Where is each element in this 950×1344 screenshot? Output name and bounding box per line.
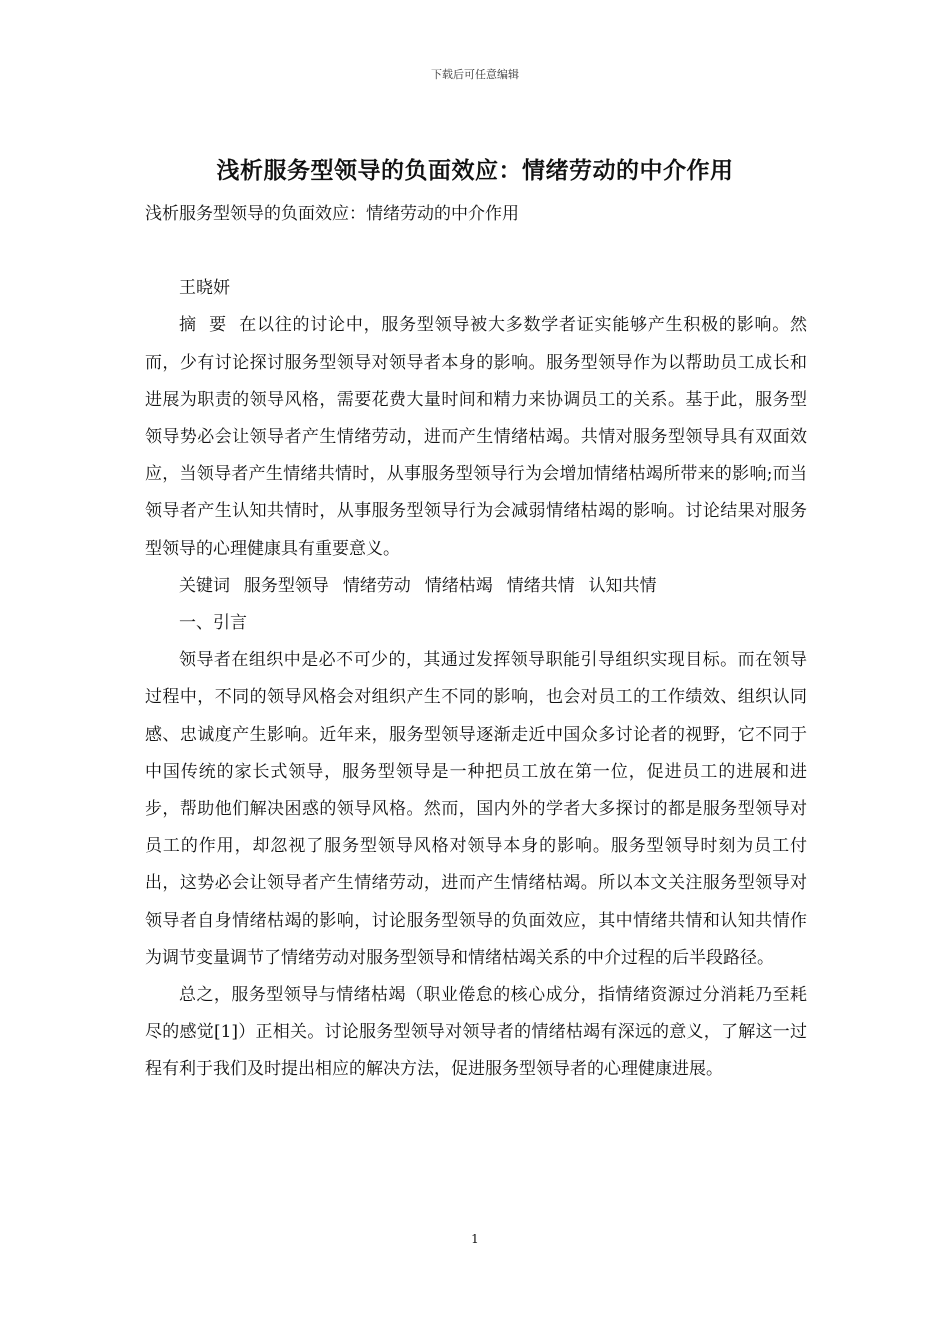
document-body [145,196,807,1089]
document-title: 浅析服务型领导的负面效应：情绪劳动的中介作用 [216,157,734,184]
keywords-label: 关键词 [179,575,230,596]
keyword-item: 情绪共情 [506,575,575,596]
abstract-paragraph: 摘 要 在以往的讨论中，服务型领导被大多数学者证实能够产生积极的影响。然而，少有讨论探讨服务型领导对领导者本身的影响。服务型领导作为以帮助员工成长和进展为职责的领导风格，需要花费大量时间和精力来协调员工的关系。基于此，服务型领导势必会让领导者产生情绪劳动，进而产生情绪枯竭。共情对服务型领导具有双面效应，当领导者产生情绪共情时，从事服务型领导行为会增加情绪枯竭所带来的影响;而当领导者产生认知共情时，从事服务型领导行为会减弱情绪枯竭的影响。讨论结果对服务型领导的心理健康具有重要意义。 [145,315,807,559]
author-name: 王晓妍 [179,278,230,299]
keyword-item: 情绪劳动 [342,575,411,596]
page-number: 1 [471,1232,479,1246]
keywords-line [145,568,807,605]
body-paragraph: 总之，服务型领导与情绪枯竭（职业倦怠的核心成分，指情绪资源过分消耗乃至耗尽的感觉[1]）正相关。讨论服务型领导对领导者的情绪枯竭有深远的意义，了解这一过程有利于我们及时提出相应的解决方法，促进服务型领导者的心理健康进展。 [145,985,807,1080]
section-heading-introduction: 一、引言 [179,613,247,634]
keyword-item: 认知共情 [588,575,657,596]
header-note: 下载后可任意编辑 [431,68,519,81]
body-paragraph: 领导者在组织中是必不可少的，其通过发挥领导职能引导组织实现目标。而在领导过程中，不同的领导风格会对组织产生不同的影响，也会对员工的工作绩效、组织认同感、忠诚度产生影响。近年来，服务型领导逐渐走近中国众多讨论者的视野，它不同于中国传统的家长式领导，服务型领导是一种把员工放在第一位，促进员工的进展和进步，帮助他们解决困惑的领导风格。然而，国内外的学者大多探讨的都是服务型领导对员工的作用，却忽视了服务型领导风格对领导本身的影响。服务型领导时刻为员工付出，这势必会让领导者产生情绪劳动，进而产生情绪枯竭。所以本文关注服务型领导对领导者自身情绪枯竭的影响，讨论服务型领导的负面效应，其中情绪共情和认知共情作为调节变量调节了情绪劳动对服务型领导和情绪枯竭关系的中介过程的后半段路径。 [145,650,807,968]
keyword-item: 服务型领导 [243,575,329,596]
keyword-item: 情绪枯竭 [424,575,493,596]
document-subtitle: 浅析服务型领导的负面效应：情绪劳动的中介作用 [145,204,519,224]
